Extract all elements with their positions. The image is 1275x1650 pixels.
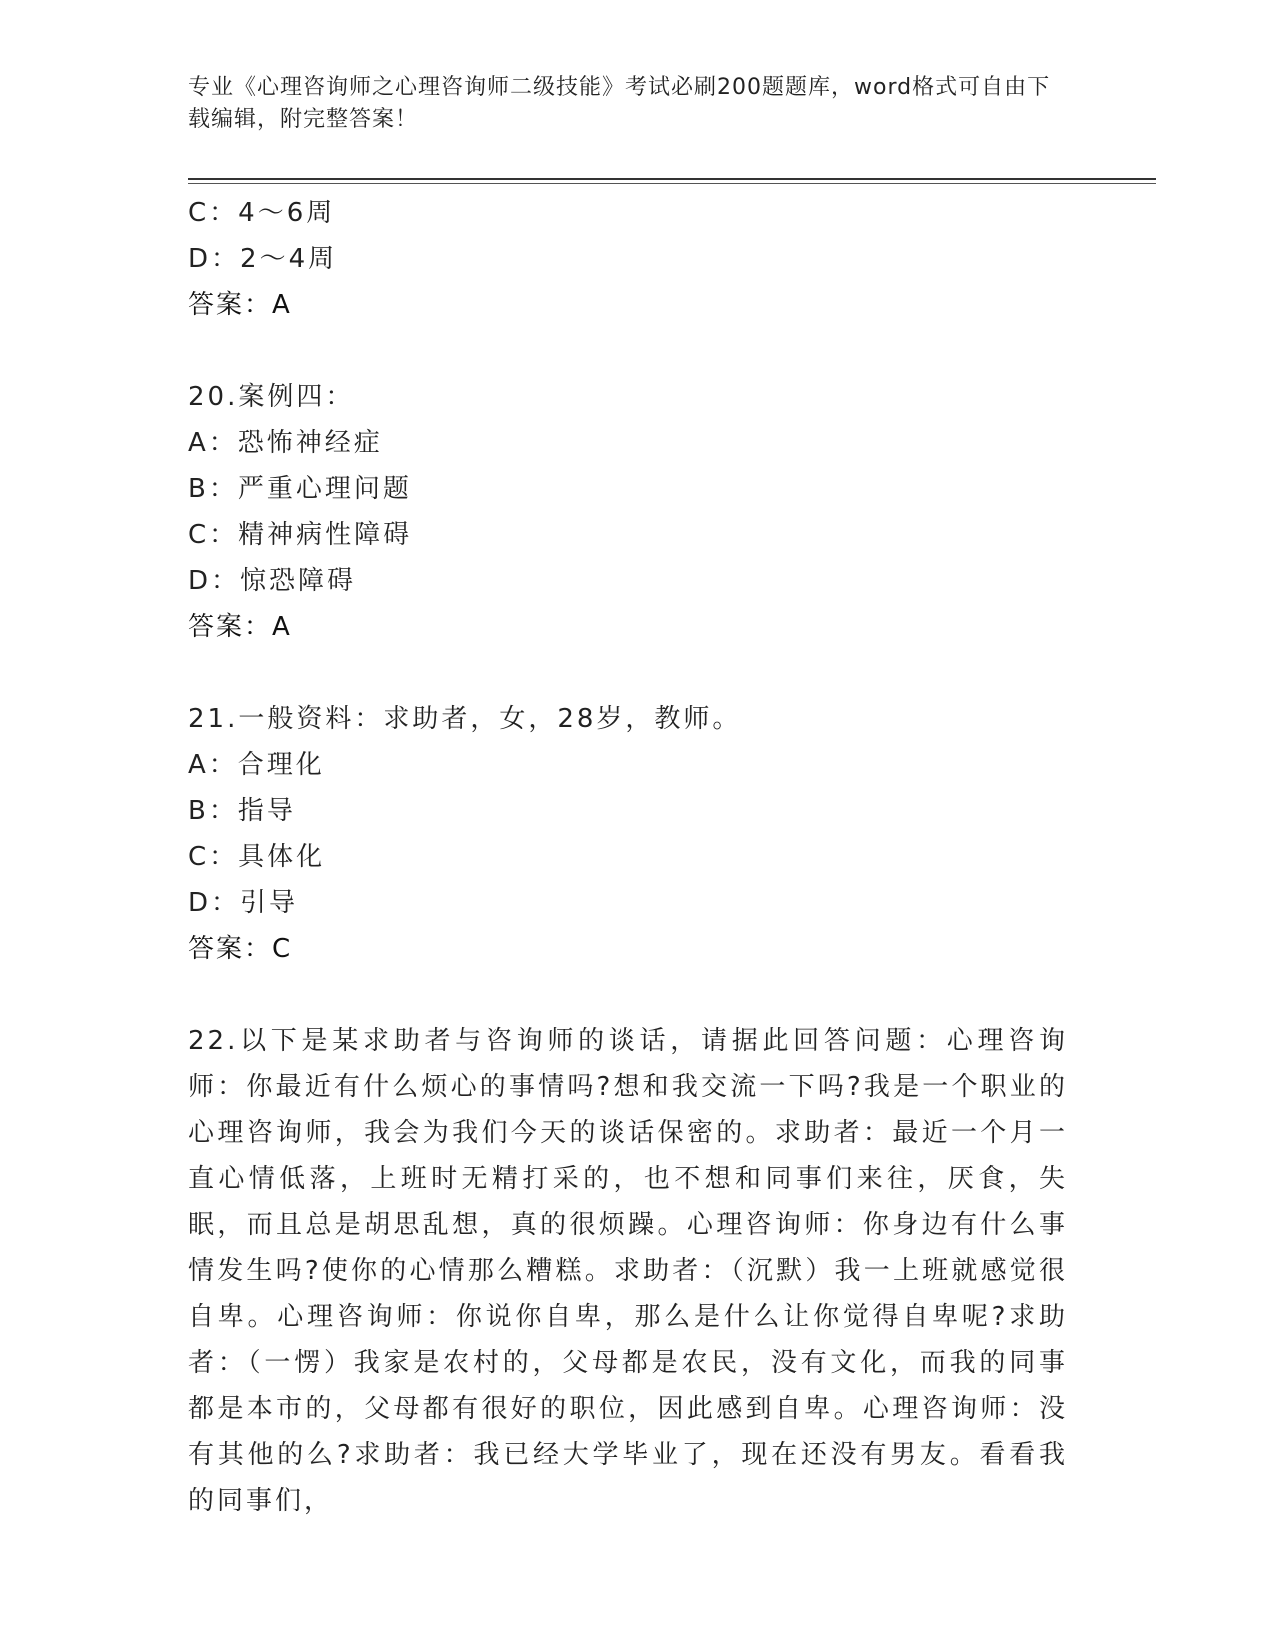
answer-line: 答案：A <box>188 290 292 320</box>
question-19-continuation <box>188 190 1088 328</box>
header-divider-thick <box>188 178 1156 180</box>
option-c: C：4～6周 <box>188 198 336 228</box>
question-stem: 20.案例四： <box>188 382 355 412</box>
answer-line: 答案：C <box>188 934 293 964</box>
header-divider-thin <box>188 183 1156 184</box>
question-stem: 22.以下是某求助者与咨询师的谈话，请据此回答问题：心理咨询师：你最近有什么烦心的事情吗?想和我交流一下吗?我是一个职业的心理咨询师，我会为我们今天的谈话保密的。求助者：最近一个月一直心情低落，上班时无精打采的，也不想和同事们来往，厌食，失眠，而且总是胡思乱想，真的很烦躁。心理咨询师：你身边有什么事情发生吗?使你的心情那么糟糕。求助者：（沉默）我一上班就感觉很自卑。心理咨询师：你说你自卑，那么是什么让你觉得自卑呢?求助者：（一愣）我家是农村的，父母都是农民，没有文化，而我的同事都是本市的，父母都有很好的职位，因此感到自卑。心理咨询师：没有其他的么?求助者：我已经大学毕业了，现在还没有男友。看看我的同事们， <box>188 1026 1068 1516</box>
spacer <box>188 972 1088 1018</box>
header-title: 专业《心理咨询师之心理咨询师二级技能》考试必刷200题题库，word格式可自由下载编辑，附完整答案！ <box>188 75 1051 132</box>
option-a: A：合理化 <box>188 750 325 780</box>
option-a: A：恐怖神经症 <box>188 428 383 458</box>
option-d: D：惊恐障碍 <box>188 566 357 596</box>
question-stem: 21.一般资料：求助者，女，28岁，教师。 <box>188 704 742 734</box>
question-22 <box>188 1018 1088 1524</box>
spacer <box>188 650 1088 696</box>
question-20 <box>188 374 1088 650</box>
option-d: D：2～4周 <box>188 244 338 274</box>
answer-line: 答案：A <box>188 612 292 642</box>
option-c: C：具体化 <box>188 842 326 872</box>
option-d: D：引导 <box>188 888 299 918</box>
question-21 <box>188 696 1088 972</box>
spacer <box>188 328 1088 374</box>
option-b: B：严重心理问题 <box>188 474 412 504</box>
option-b: B：指导 <box>188 796 296 826</box>
page-header <box>188 72 1068 136</box>
option-c: C：精神病性障碍 <box>188 520 413 550</box>
question-list <box>188 190 1088 1524</box>
